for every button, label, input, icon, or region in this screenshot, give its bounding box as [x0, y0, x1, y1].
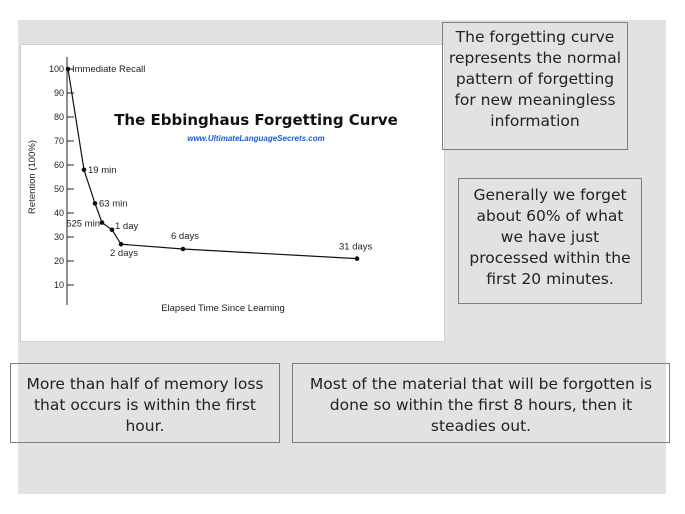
data-point-1: [66, 67, 71, 72]
y-tick-label-50: 50: [53, 184, 64, 194]
point-label-2: 19 min: [88, 164, 117, 176]
data-point-3: [93, 201, 98, 206]
first-hour-textbox: More than half of memory loss that occurs is within the first hour.: [10, 363, 280, 443]
data-point-7: [181, 247, 186, 252]
data-point-6: [119, 242, 124, 247]
eight-hours-textbox: Most of the material that will be forgotten is done so within the first 8 hours, then it steadies out.: [292, 363, 670, 443]
chart-title: The Ebbinghaus Forgetting Curve: [114, 111, 398, 129]
definition-textbox: The forgetting curve represents the normal pattern of forgetting for new meaningless information: [442, 22, 628, 150]
forgetting-curve-chart: [20, 44, 445, 342]
y-tick-label-60: 60: [53, 160, 64, 170]
y-tick-label-70: 70: [53, 136, 64, 146]
sixty-percent-textbox: Generally we forget about 60% of what we have just processed within the first 20 minutes.: [458, 178, 642, 304]
y-tick-label-100: 100: [48, 64, 64, 74]
data-point-4: [100, 220, 105, 225]
y-tick-label-40: 40: [53, 208, 64, 218]
point-label-1: Immediate Recall: [72, 64, 146, 75]
chart-subtitle: www.UltimateLanguageSecrets.com: [187, 134, 325, 143]
point-label-3: 63 min: [99, 198, 128, 210]
point-label-5: 1 day: [115, 220, 139, 232]
chart-svg: [21, 45, 444, 341]
x-axis-label: Elapsed Time Since Learning: [161, 303, 285, 314]
data-point-8: [355, 256, 360, 261]
y-tick-label-80: 80: [53, 112, 64, 122]
y-tick-label-30: 30: [53, 232, 64, 242]
y-tick-label-10: 10: [53, 280, 64, 290]
y-tick-label-90: 90: [53, 88, 64, 98]
point-label-6: 2 days: [110, 248, 138, 260]
point-label-4: 525 min: [66, 218, 100, 230]
data-point-5: [110, 228, 115, 233]
data-point-2: [82, 168, 87, 173]
y-tick-label-20: 20: [53, 256, 64, 266]
y-axis-label: Retention (100%): [27, 140, 38, 214]
point-label-7: 6 days: [171, 231, 199, 242]
point-label-8: 31 days: [339, 241, 373, 253]
